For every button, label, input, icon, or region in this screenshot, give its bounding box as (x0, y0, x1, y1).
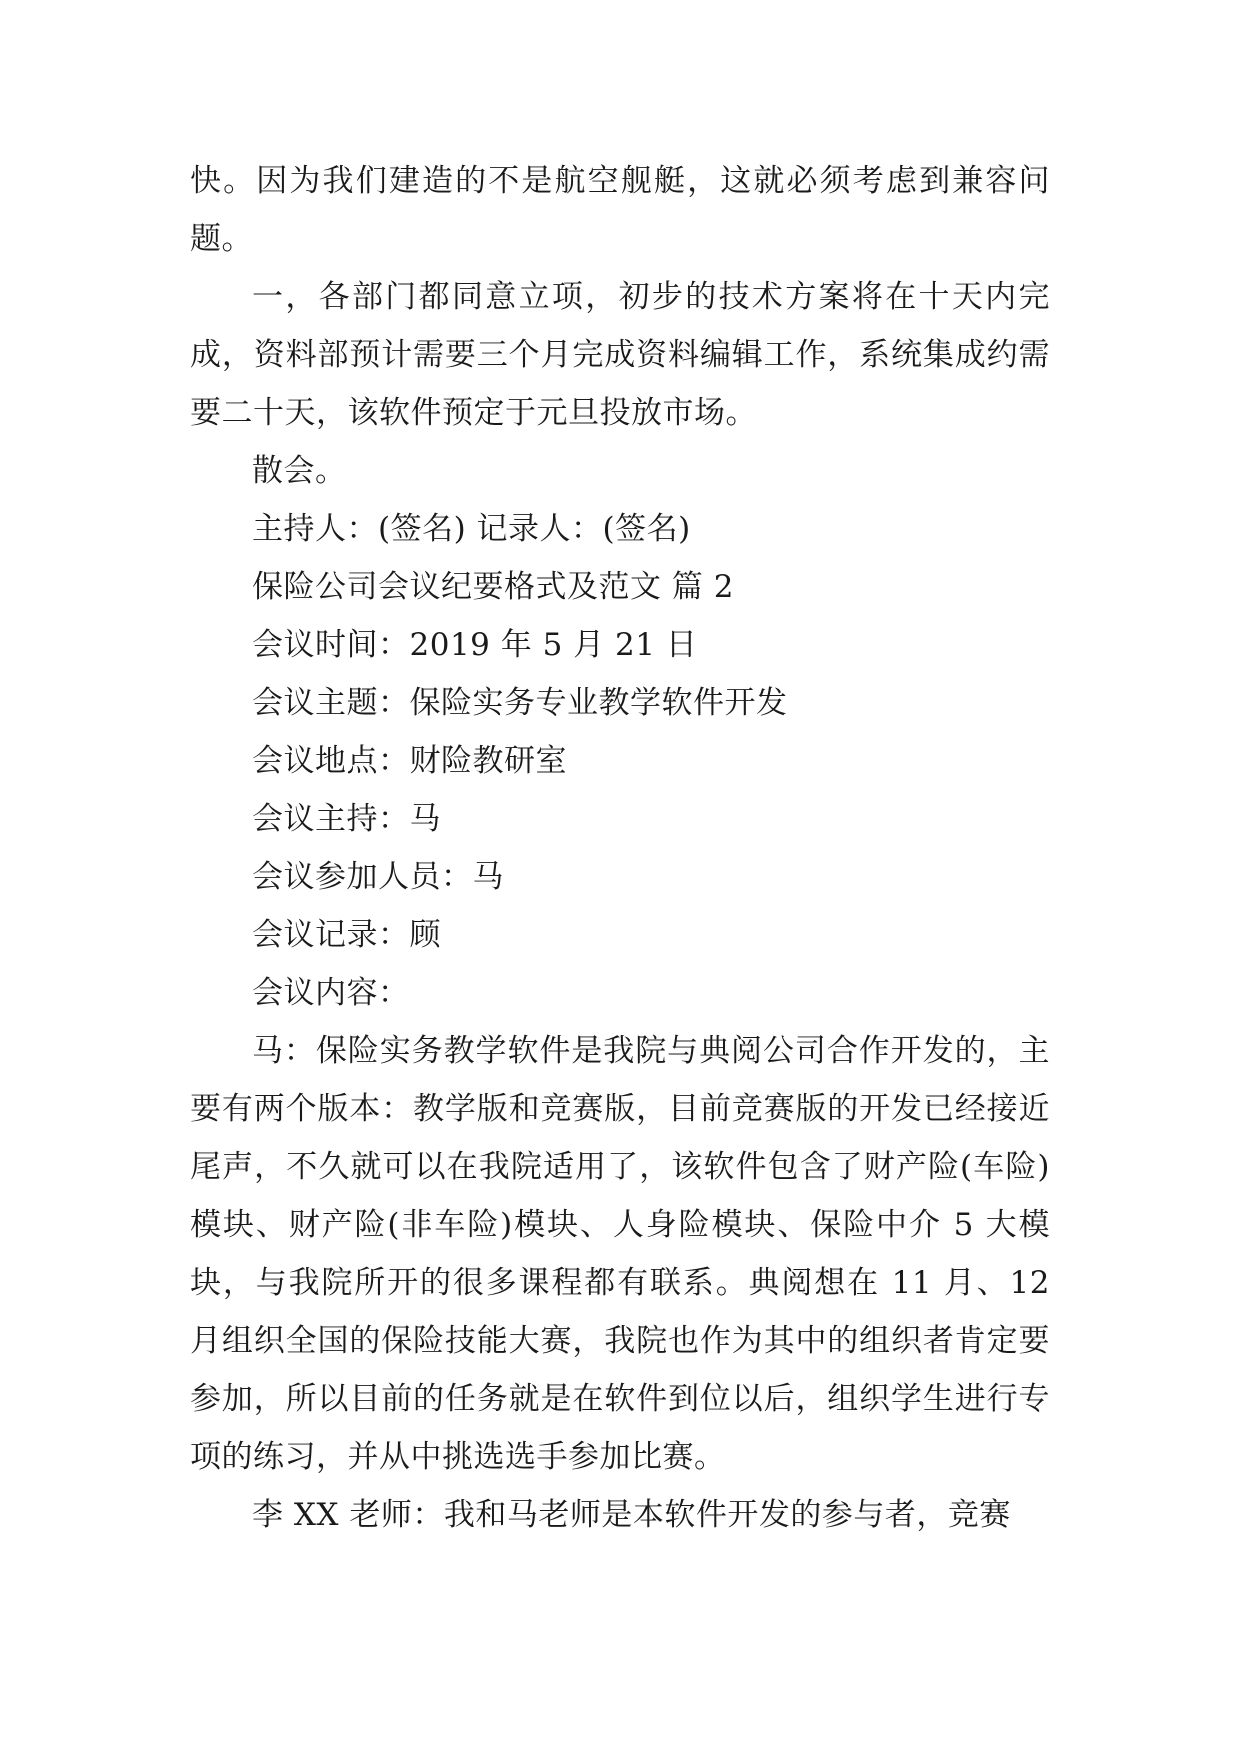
meeting-recorder: 会议记录：顾 (252, 917, 441, 953)
document-body (190, 152, 1050, 1544)
paragraph-continuation: 快。因为我们建造的不是航空舰艇，这就必须考虑到兼容问题。 (190, 163, 1050, 257)
meeting-attendees: 会议参加人员：马 (252, 859, 504, 895)
meeting-location: 会议地点：财险教研室 (252, 743, 567, 779)
paragraph-li-statement: 李 XX 老师：我和马老师是本软件开发的参与者，竞赛 (252, 1497, 1011, 1533)
meeting-content-label: 会议内容： (252, 975, 410, 1011)
meeting-host: 会议主持：马 (252, 801, 441, 837)
paragraph-ma-statement: 马：保险实务教学软件是我院与典阅公司合作开发的，主要有两个版本：教学版和竞赛版，目前竞赛版的开发已经接近尾声，不久就可以在我院适用了，该软件包含了财产险(车险)模块、财产险(非车险)模块、人身险模块、保险中介 5 大模块，与我院所开的很多课程都有联系。典阅想在 11 月、12 月组织全国的保险技能大赛，我院也作为其中的组织者肯定要参加，所以目前的任务就是在软件到位以后，组织学生进行专项的练习，并从中挑选选手参加比赛。 (190, 1033, 1050, 1475)
meeting-time: 会议时间：2019 年 5 月 21 日 (252, 627, 698, 663)
paragraph-adjourn: 散会。 (252, 453, 347, 489)
paragraph-signatures: 主持人：(签名) 记录人：(签名) (252, 511, 691, 547)
paragraph-conclusion: 一，各部门都同意立项，初步的技术方案将在十天内完成，资料部预计需要三个月完成资料编辑工作，系统集成约需要二十天，该软件预定于元旦投放市场。 (190, 279, 1050, 431)
meeting-topic: 会议主题：保险实务专业教学软件开发 (252, 685, 788, 721)
section-heading: 保险公司会议纪要格式及范文 篇 2 (252, 569, 734, 605)
